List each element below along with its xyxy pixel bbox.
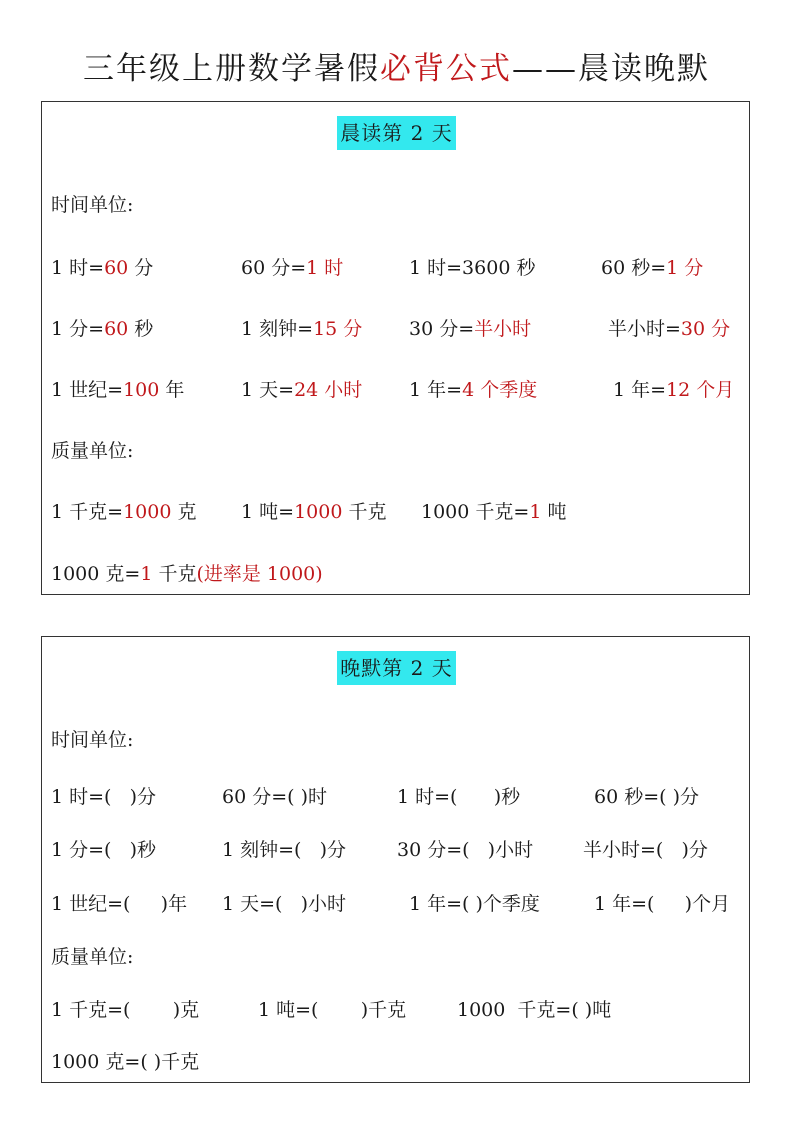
page-title: [0, 44, 793, 94]
time-heading-line: [42, 723, 749, 757]
conversion-rate-note: (进率是 1000): [196, 563, 323, 585]
formula-row: [42, 495, 749, 529]
blank-row: [42, 993, 749, 1027]
formula: 1 年=12 个月: [613, 379, 735, 401]
title-part-3: ——晨读晚默: [512, 51, 710, 87]
evening-badge: 晚默第 2 天: [337, 651, 456, 685]
fill-blank: 1000 克=( )千克: [51, 1051, 200, 1073]
title-part-2: 必背公式: [380, 51, 512, 87]
fill-blank: 1 年=( )个月: [594, 893, 731, 915]
formula: 1 时=3600 秒: [409, 257, 536, 279]
blank-row: [42, 887, 749, 921]
formula: 1 刻钟=15 分: [241, 318, 363, 340]
mass-heading-line: [42, 434, 749, 468]
formula-row: [42, 373, 749, 407]
fill-blank: 60 分=( )时: [222, 786, 328, 808]
formula: 1 千克=1000 克: [51, 501, 197, 523]
formula: 1 年=4 个季度: [409, 379, 538, 401]
mass-heading-line: [42, 940, 749, 974]
formula: 30 分=半小时: [409, 318, 532, 340]
fill-blank: 1 天=( )小时: [222, 893, 346, 915]
formula: 60 秒=1 分: [601, 257, 704, 279]
blank-row: [42, 780, 749, 814]
formula: 半小时=30 分: [608, 318, 731, 340]
blank-row: [42, 833, 749, 867]
blank-row: [42, 1045, 749, 1079]
fill-blank: 30 分=( )小时: [397, 839, 534, 861]
formula-row: [42, 312, 749, 346]
fill-blank: 半小时=( )分: [583, 839, 708, 861]
mass-units-heading: 质量单位:: [51, 440, 134, 462]
formula-row: [42, 251, 749, 285]
fill-blank: 1 吨=( )千克: [258, 999, 407, 1021]
morning-reading-panel: [41, 101, 750, 595]
fill-blank: 1 千克=( )克: [51, 999, 200, 1021]
time-units-heading: 时间单位:: [51, 729, 134, 751]
formula: 1 分=60 秒: [51, 318, 154, 340]
fill-blank: 1000 千克=( )吨: [457, 999, 612, 1021]
time-units-heading: 时间单位:: [51, 194, 134, 216]
formula: 1000 千克=1 吨: [421, 501, 567, 523]
mass-units-heading: 质量单位:: [51, 946, 134, 968]
fill-blank: 1 世纪=( )年: [51, 893, 188, 915]
formula: 1 时=60 分: [51, 257, 154, 279]
fill-blank: 1 刻钟=( )分: [222, 839, 346, 861]
formula: 1 吨=1000 千克: [241, 501, 387, 523]
formula: 60 分=1 时: [241, 257, 344, 279]
formula: 1000 克=1 千克(进率是 1000): [51, 563, 323, 585]
morning-badge: 晨读第 2 天: [337, 116, 456, 150]
fill-blank: 1 年=( )个季度: [409, 893, 540, 915]
title-part-1: 三年级上册数学暑假: [83, 51, 380, 87]
evening-dictation-panel: [41, 636, 750, 1083]
formula-row: [42, 557, 749, 591]
formula: 1 天=24 小时: [241, 379, 363, 401]
time-heading-line: [42, 188, 749, 222]
formula: 1 世纪=100 年: [51, 379, 185, 401]
fill-blank: 1 分=( )秒: [51, 839, 156, 861]
fill-blank: 1 时=( )分: [51, 786, 156, 808]
fill-blank: 1 时=( )秒: [397, 786, 521, 808]
fill-blank: 60 秒=( )分: [594, 786, 700, 808]
